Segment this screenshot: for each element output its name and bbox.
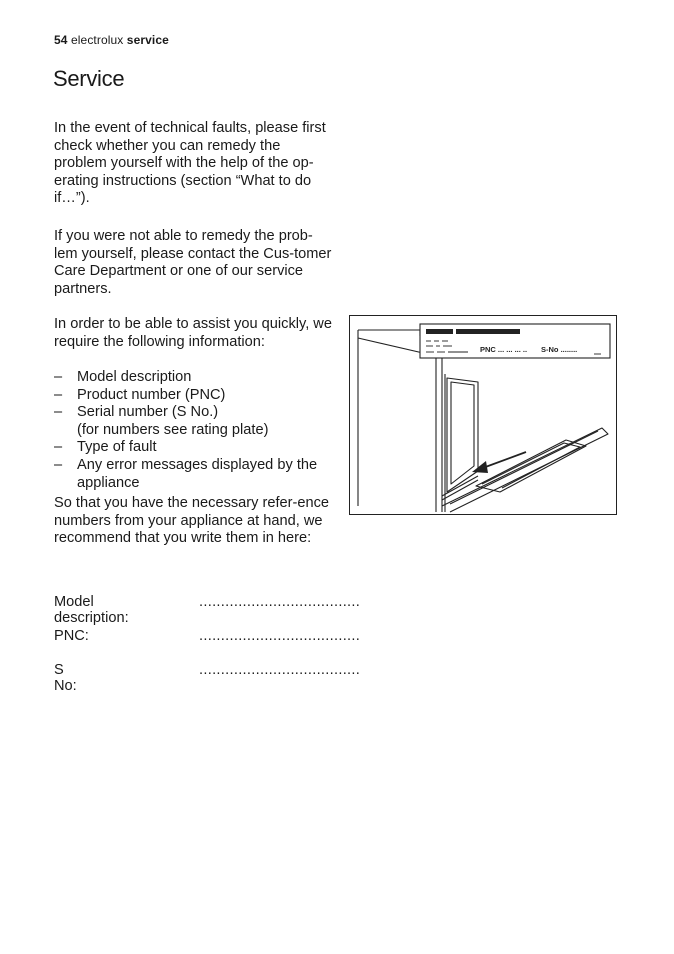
arrow-icon	[472, 452, 526, 473]
sno-label: S No:	[54, 662, 77, 694]
sno-blank: .....................................	[199, 662, 361, 678]
list-item: – Type of fault	[54, 439, 157, 456]
list-item: – Product number (PNC)	[54, 386, 226, 403]
paragraph-intro: In the event of technical faults, please first check whether you can remedy the problem yourself with the help of the op-erating instructions (section “What to do if…”).	[54, 120, 326, 207]
section-name: service	[126, 33, 169, 47]
pnc-label: PNC:	[54, 628, 89, 644]
list-item: – Model description	[54, 369, 192, 385]
paragraph-write-down: So that you have the necessary refer-ence numbers from your appliance at hand, we recommend that you write them in here:	[54, 495, 330, 547]
page-header	[54, 33, 169, 47]
pnc-plate-text: PNC ... ... ... ..	[480, 345, 528, 354]
page-title: Service	[53, 66, 125, 91]
list-item: – Serial number (S No.) (for numbers see rating plate)	[54, 404, 339, 439]
model-blank: .....................................	[199, 594, 361, 610]
sno-plate-text: S-No ........	[541, 345, 578, 354]
paragraph-info-required: In order to be able to assist you quickly, we require the following information:	[54, 316, 332, 350]
page-number: 54	[54, 33, 68, 47]
info-list	[54, 369, 339, 492]
list-item: – Any error messages displayed by the appliance	[54, 456, 318, 491]
oven-drawing	[350, 316, 616, 514]
list-subnote: (for numbers see rating plate)	[77, 421, 269, 438]
pnc-blank: .....................................	[199, 628, 361, 644]
paragraph-contact: If you were not able to remedy the prob-lem yourself, please contact the Cus-tomer Care Department or one of our service partners.	[54, 228, 332, 297]
model-label: Model description:	[54, 594, 129, 626]
oven-rating-plate-illustration	[349, 315, 617, 515]
brand-name: electrolux	[71, 33, 124, 47]
